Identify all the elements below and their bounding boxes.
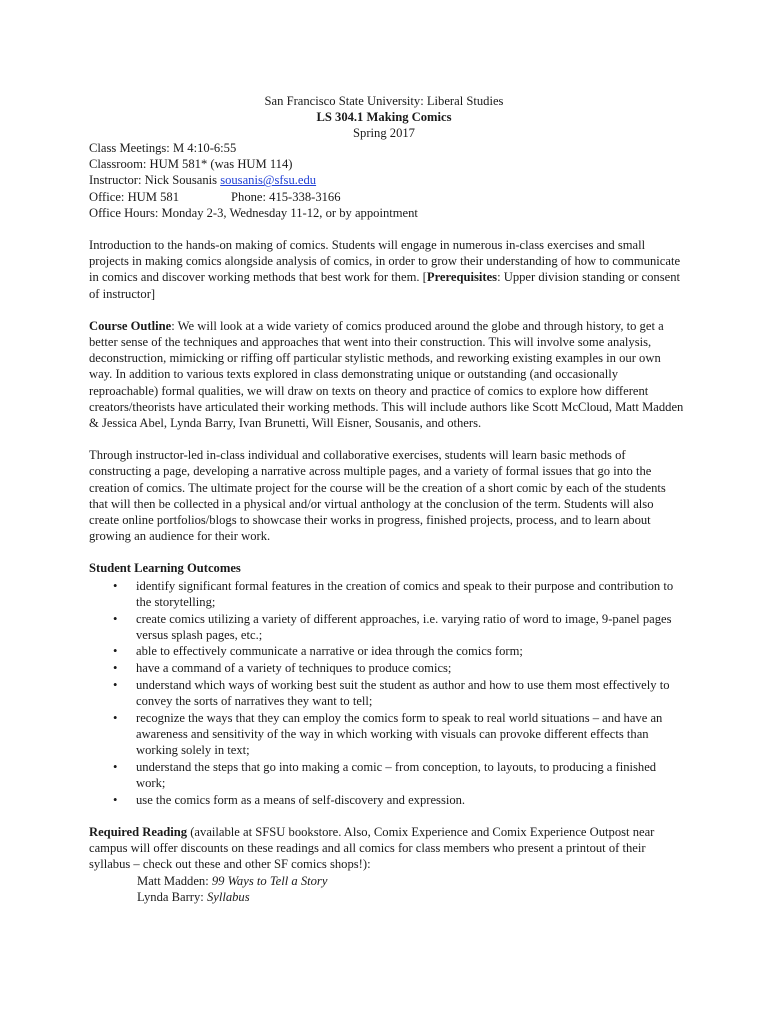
list-item <box>89 611 685 643</box>
course-outline-text: : We will look at a wide variety of comics produced around the globe and through history, to get a better sense of the techniques and approaches that went into their construction. This will involve some analysis, deconstruction, mimicking or riffing off particular stylistic methods, and reworking existing examples in our own way. In addition to various texts explored in class demonstrating unique or outstanding (and occasionally reproachable) formal qualities, we will draw on texts on theory and practice of comics to explore how different creators/theorists have articulated their working methods. This will include authors like Scott McCloud, Matt Madden & Jessica Abel, Lynda Barry, Ivan Brunetti, Will Eisner, Sousanis, and others. <box>89 318 684 431</box>
required-reading-text: (available at SFSU bookstore. Also, Comix Experience and Comix Experience Outpost near campus will offer discounts on these readings and all comics for class members who present a printout of their syllabus – check out these and other SF comics shops!): <box>89 825 655 872</box>
intro-paragraph <box>89 237 685 302</box>
instructor-line <box>89 172 418 188</box>
book-author: Matt Madden: <box>137 873 212 888</box>
list-item-text: understand the steps that go into making a comic – from conception, to layouts, to producing a finished work; <box>136 759 657 791</box>
intro-text: Introduction to the hands-on making of comics. Students will engage in numerous in-class exercises and small projects in making comics alongside analysis of comics, in order to grow their understanding of how to communicate in comics and discover working methods that best work for them. [ <box>89 238 681 285</box>
list-item-text: have a command of a variety of techniques to produce comics; <box>136 661 452 676</box>
instructor-email-link[interactable]: sousanis@sfsu.edu <box>220 173 317 188</box>
outcomes-list <box>89 578 685 808</box>
course-outline-label: Course Outline <box>89 318 172 333</box>
list-item <box>89 710 685 759</box>
bullet-icon: • <box>113 759 118 774</box>
bullet-icon: • <box>113 677 118 692</box>
office: Office: HUM 581 <box>89 189 180 204</box>
list-item-text: recognize the ways that they can employ the comics form to speak to real world situations – and have an awareness and sensitivity of the way in which working with visuals can provoke different effects than working solely in text; <box>136 710 663 758</box>
list-item-text: identify significant formal features in the creation of comics and speak to their purpose and contribution to the storytelling; <box>136 578 674 609</box>
book-title: 99 Ways to Tell a Story <box>211 873 328 888</box>
bullet-icon: • <box>113 661 118 676</box>
list-item-text: create comics utilizing a variety of different approaches, i.e. varying ratio of word to image, 9-panel pages versus splash pages, etc.; <box>136 611 672 642</box>
reading-item <box>137 889 685 905</box>
document-body <box>89 237 685 905</box>
list-item-text: understand which ways of working best suit the student as author and how to use them most effectively to convey the sorts of narratives they want to tell; <box>136 677 670 709</box>
prerequisites-label: Prerequisites <box>426 270 498 285</box>
book-title: Syllabus <box>206 889 250 904</box>
university-line: San Francisco State University: Liberal Studies <box>264 94 504 108</box>
term-line: Spring 2017 <box>353 126 415 141</box>
list-item <box>89 759 685 791</box>
list-item <box>89 643 685 659</box>
office-hours: Office Hours: Monday 2-3, Wednesday 11-12, or by appointment <box>89 205 418 220</box>
list-item <box>89 677 685 709</box>
document-header <box>0 93 768 142</box>
reading-item <box>137 873 685 889</box>
required-reading-label: Required Reading <box>89 825 188 839</box>
phone: Phone: 415-338-3166 <box>231 189 341 204</box>
list-item <box>89 792 685 808</box>
list-item-text: use the comics form as a means of self-discovery and expression. <box>136 792 466 807</box>
list-item-text: able to effectively communicate a narrative or idea through the comics form; <box>136 644 523 659</box>
classroom: Classroom: HUM 581* (was HUM 114) <box>89 157 293 172</box>
bullet-icon: • <box>113 611 118 626</box>
course-title: LS 304.1 Making Comics <box>316 110 452 125</box>
class-meetings: Class Meetings: M 4:10-6:55 <box>89 141 237 155</box>
course-outline-paragraph <box>89 318 685 431</box>
instruction-paragraph: Through instructor-led in-class individual and collaborative exercises, students will learn basic methods of constructing a page, developing a narrative across multiple pages, and a variety of formal issues that go into the creation of comics. The ultimate project for the course will be the creation of a short comic by each of the students that will then be collected in a physical and/or virtual anthology at the conclusion of the term. Students will also create online portfolios/blogs to showcase their works in progress, finished projects, process, and to learn about growing an audience for their work. <box>89 448 666 544</box>
reading-list <box>89 873 685 905</box>
bullet-icon: • <box>113 644 118 659</box>
bullet-icon: • <box>113 792 118 807</box>
prerequisites-text: : Upper division standing or consent of instructor] <box>89 270 681 301</box>
instructor-label: Instructor: Nick Sousanis <box>89 173 218 188</box>
required-reading-paragraph <box>89 824 685 873</box>
course-meta <box>89 140 418 221</box>
list-item <box>89 660 685 676</box>
list-item <box>89 578 685 610</box>
book-author: Lynda Barry: <box>137 889 207 904</box>
office-line <box>89 189 418 205</box>
bullet-icon: • <box>113 578 118 593</box>
outcomes-heading: Student Learning Outcomes <box>89 561 241 576</box>
bullet-icon: • <box>113 710 118 725</box>
